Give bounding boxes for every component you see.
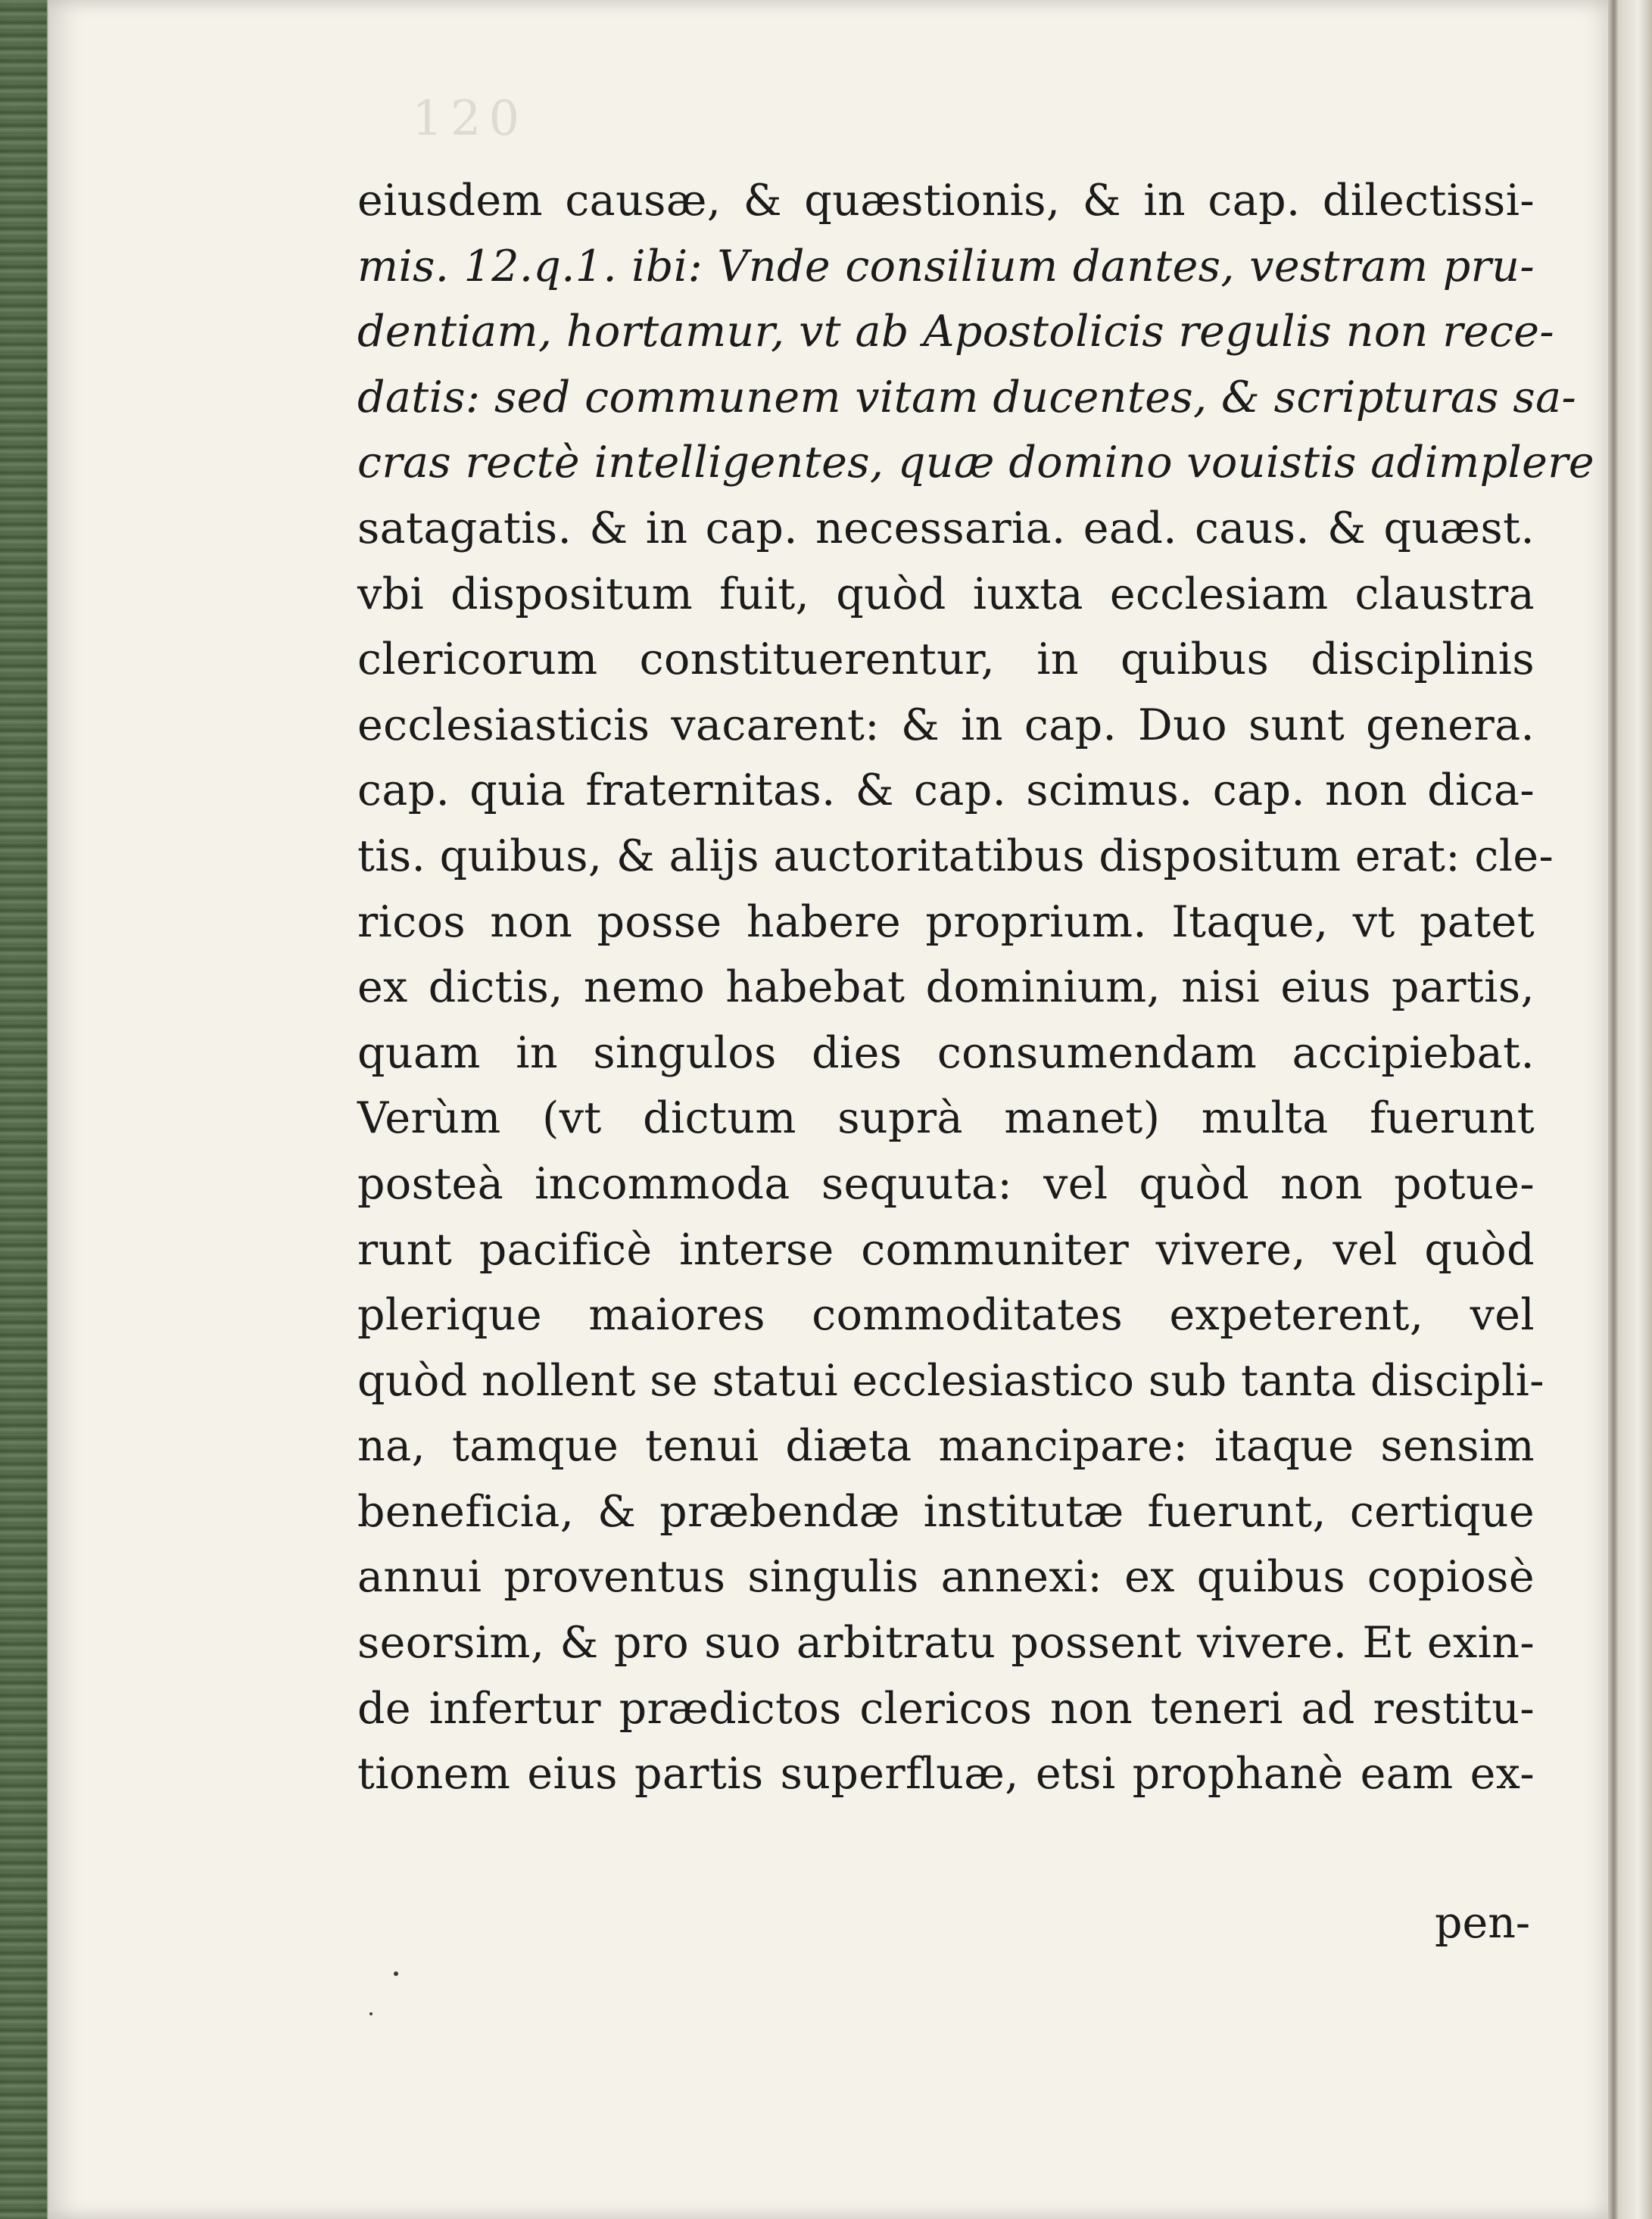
text-line: ecclesiasticis vacarent: & in cap. Duo sunt genera. (357, 700, 1535, 750)
text-line: quòd nollent se statui ecclesiastico sub tanta discipli- (357, 1355, 1544, 1406)
text-line: plerique maiores commoditates expeterent, vel (357, 1290, 1535, 1341)
catchword: pen- (1435, 1898, 1531, 1948)
text-line: dentiam, hortamur, vt ab Apostolicis regulis non rece- (357, 307, 1555, 357)
text-line: na, tamque tenui diæta mancipare: itaque sensim (357, 1421, 1535, 1472)
text-line: quam in singulos dies consumendam accipiebat. (357, 1027, 1535, 1078)
text-line: datis: sed communem vitam ducentes, & scripturas sa- (357, 372, 1577, 422)
text-line: cras rectè intelligentes, quæ domino vouistis adimplere (357, 438, 1595, 488)
text-line: de infertur prædictos clericos non teneri ad restitu- (357, 1683, 1535, 1734)
text-line: vbi dispositum fuit, quòd iuxta ecclesiam claustra (357, 569, 1535, 619)
text-line: runt pacificè interse communiter vivere, vel quòd (357, 1224, 1535, 1275)
text-line: ricos non posse habere proprium. Itaque, vt patet (357, 896, 1535, 947)
page-fore-edge (1608, 0, 1652, 2219)
book-binding-edge (0, 0, 47, 2219)
text-line: ex dictis, nemo habebat dominium, nisi eius partis, (357, 962, 1535, 1013)
text-line: mis. 12.q.1. ibi: Vnde consilium dantes, vestram pru- (357, 241, 1535, 291)
text-line: posteà incommoda sequuta: vel quòd non potue- (357, 1158, 1535, 1209)
text-line: satagatis. & in cap. necessaria. ead. caus. & quæst. (357, 503, 1535, 553)
text-line: Verùm (vt dictum suprà manet) multa fuerunt (357, 1093, 1535, 1144)
text-line: beneficia, & præbendæ institutæ fuerunt, certique (357, 1486, 1535, 1537)
text-line: tis. quibus, & alijs auctoritatibus dispositum erat: cle- (357, 831, 1554, 881)
ink-speck (394, 1971, 398, 1976)
text-line: seorsim, & pro suo arbitratu possent vivere. Et exin- (357, 1618, 1535, 1669)
text-line: clericorum constituerentur, in quibus disciplinis (357, 634, 1535, 685)
body-text-block (357, 168, 1595, 1807)
ink-speck (369, 2012, 372, 2015)
text-line: tionem eius partis superfluæ, etsi prophanè eam ex- (357, 1749, 1535, 1800)
text-line: eiusdem causæ, & quæstionis, & in cap. dilectissi- (357, 176, 1535, 226)
text-line: cap. quia fraternitas. & cap. scimus. cap. non dica- (357, 765, 1535, 816)
page-number-bleed-through: 120 (412, 91, 528, 147)
text-line: annui proventus singulis annexi: ex quibus copiosè (357, 1552, 1535, 1603)
